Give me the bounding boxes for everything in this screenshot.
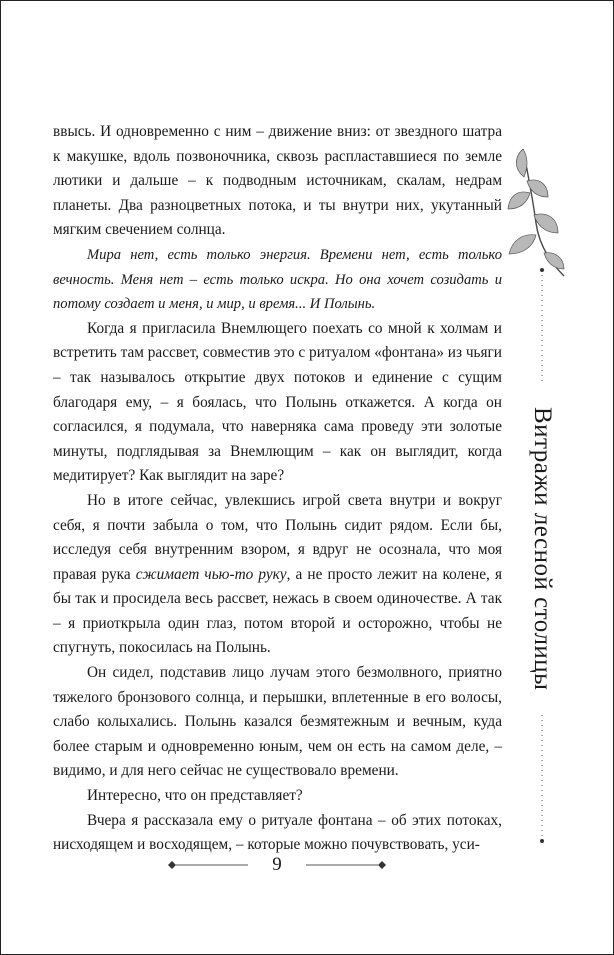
paragraph-4 (53, 489, 502, 661)
paragraph-3: Когда я пригласила Внемлющего поехать со мной к холмам и встретить там рассвет, совместив это с ритуалом «фонтана» из чьяги – так называлось открытие двух потоков и единение с сущим благодаря ему, – я боялась, что Полынь откажется. А когда он согласился, я подумала, что наверняка сама проведу эти золотые минуты, подглядывая за Внемлющим – как он выглядит, когда медитирует? Как выглядит на заре? (53, 319, 502, 485)
rule-dot (540, 839, 544, 843)
leaf-icon (508, 192, 530, 209)
body-text (53, 120, 502, 858)
book-title: Витражи лесной столицы (529, 407, 556, 691)
paragraph-5: Он сидел, подставив лицо лучам этого безмолвного, приятно тяжелого бронзового солнца, и перышки, вплетенные в его волосы, слабо колыхались. Полынь казался безмятежным и вечным, куда более старым и одновременно юным, чем он есть на самом деле, – видимо, и для него сейчас не существовало времени. (53, 664, 502, 780)
paragraph-4-part-b: , а не просто лежит на колене, я бы так и просидела весь рассвет, нежась в своем одиночестве. А так – я приоткрыла один глаз, потом второй и осторожно, чтобы не спугнуть, покосилась на Полынь. (53, 565, 502, 657)
leaf-icon (509, 235, 536, 254)
paragraph-4-emphasis: сжимает чью-то руку (135, 565, 287, 583)
side-rule-top (536, 267, 548, 385)
leaf-icon (527, 180, 548, 197)
paragraph-4-part-a: Но в итоге сейчас, увлекшись игрой света внутри и вокруг себя, я почти забыла о том, что Полынь сидит рядом. Если бы, исследуя себя внутренним взором, я вдруг не осознала, что моя правая рука (53, 491, 502, 583)
rule-dot (540, 268, 544, 272)
paragraph-italic-quote: Мира нет, есть только энергия. Времени нет, есть только вечность. Меня нет – есть только искра. Но она хочет созидать и потому создает и меня, и мир, и время... И Полынь. (53, 246, 502, 313)
paragraph-1: ввысь. И одновременно с ним – движение вниз: от звездного шатра к макушке, вдоль позвоночника, сквозь распластавшиеся по земле лютики и дальше – к подводным источникам, скалам, недрам планеты. Два разноцветных потока, и ты внутри них, укутанный мягким свечением солнца. (53, 123, 502, 239)
leaf-icon (516, 149, 527, 177)
running-title-vertical (525, 389, 559, 709)
page-footer (166, 852, 388, 878)
side-rule-bottom (536, 713, 548, 845)
page-number: 9 (272, 854, 282, 875)
paragraph-6: Интересно, что он представляет? (87, 787, 303, 805)
paragraph-7: Вчера я рассказала ему о ритуале фонтана – об этих потоках, нисходящем и восходящем, – которые можно почувствовать, уси- (53, 811, 502, 854)
